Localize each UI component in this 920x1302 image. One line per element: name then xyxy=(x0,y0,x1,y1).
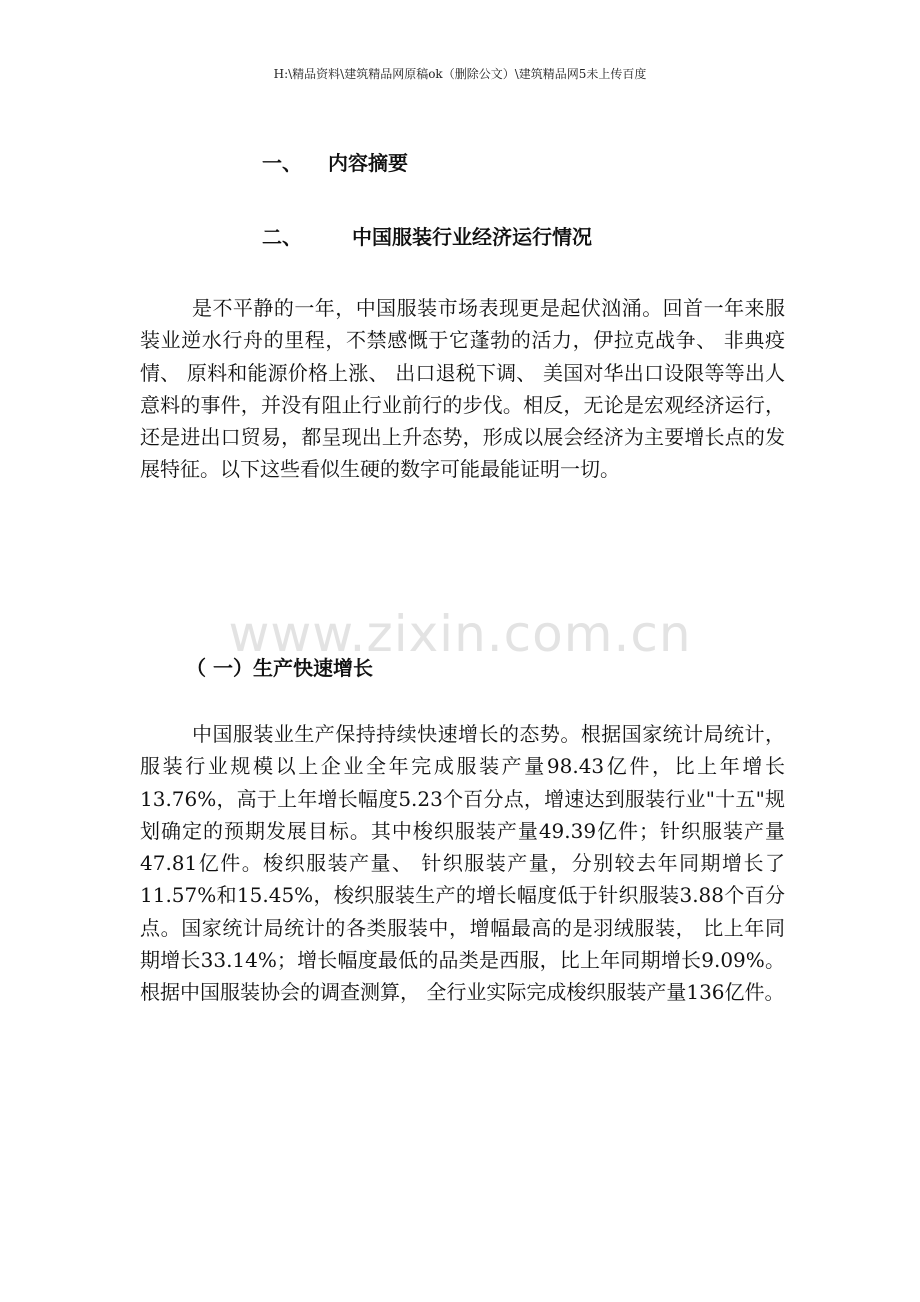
section-heading-1-number: 一、 xyxy=(262,151,302,175)
production-paragraph: 中国服装业生产保持持续快速增长的态势。根据国家统计局统计， 服装行业规模以上企业全年完成服装产量98.43亿件，比上年增长13.76%，高于上年增长幅度5.23个百分点，增速达到服装行业"十五"规划确定的预期发展目标。其中梭织服装产量49.39亿件；针织服装产量47.81亿件。梭织服装产量、 针织服装产量，分别较去年同期增长了11.57%和15.45%，梭织服装生产的增长幅度低于针织服装3.88个百分点。国家统计局统计的各类服装中，增幅最高的是羽绒服装， 比上年同期增长33.14%；增长幅度最低的品类是西服，比上年同期增长9.09%。根据中国服装协会的调查测算， 全行业实际完成梭织服装产量136亿件。 xyxy=(140,722,785,1005)
page-header-path: H:\精品资料\建筑精品网原稿ok（删除公文）\建筑精品网5未上传百度 xyxy=(273,67,647,81)
section-heading-2-number: 二、 xyxy=(262,225,302,249)
section-heading-1 xyxy=(262,151,408,175)
subsection-heading-production: （ 一）生产快速增长 xyxy=(186,656,373,680)
section-heading-2 xyxy=(262,225,592,249)
watermark: www.zixin.com.cn xyxy=(228,605,692,663)
intro-paragraph: 是不平静的一年，中国服装市场表现更是起伏汹涌。回首一年来服装业逆水行舟的里程，不禁感慨于它蓬勃的活力，伊拉克战争、 非典疫情、 原料和能源价格上涨、 出口退税下调、 美国对华出口设限等等出人意料的事件，并没有阻止行业前行的步伐。相反，无论是宏观经济运行，还是进出口贸易，都呈现出上升态势，形成以展会经济为主要增长点的发展特征。以下这些看似生硬的数字可能最能证明一切。 xyxy=(140,296,785,482)
section-heading-1-text: 内容摘要 xyxy=(328,151,408,175)
section-heading-2-text: 中国服装行业经济运行情况 xyxy=(352,225,592,249)
